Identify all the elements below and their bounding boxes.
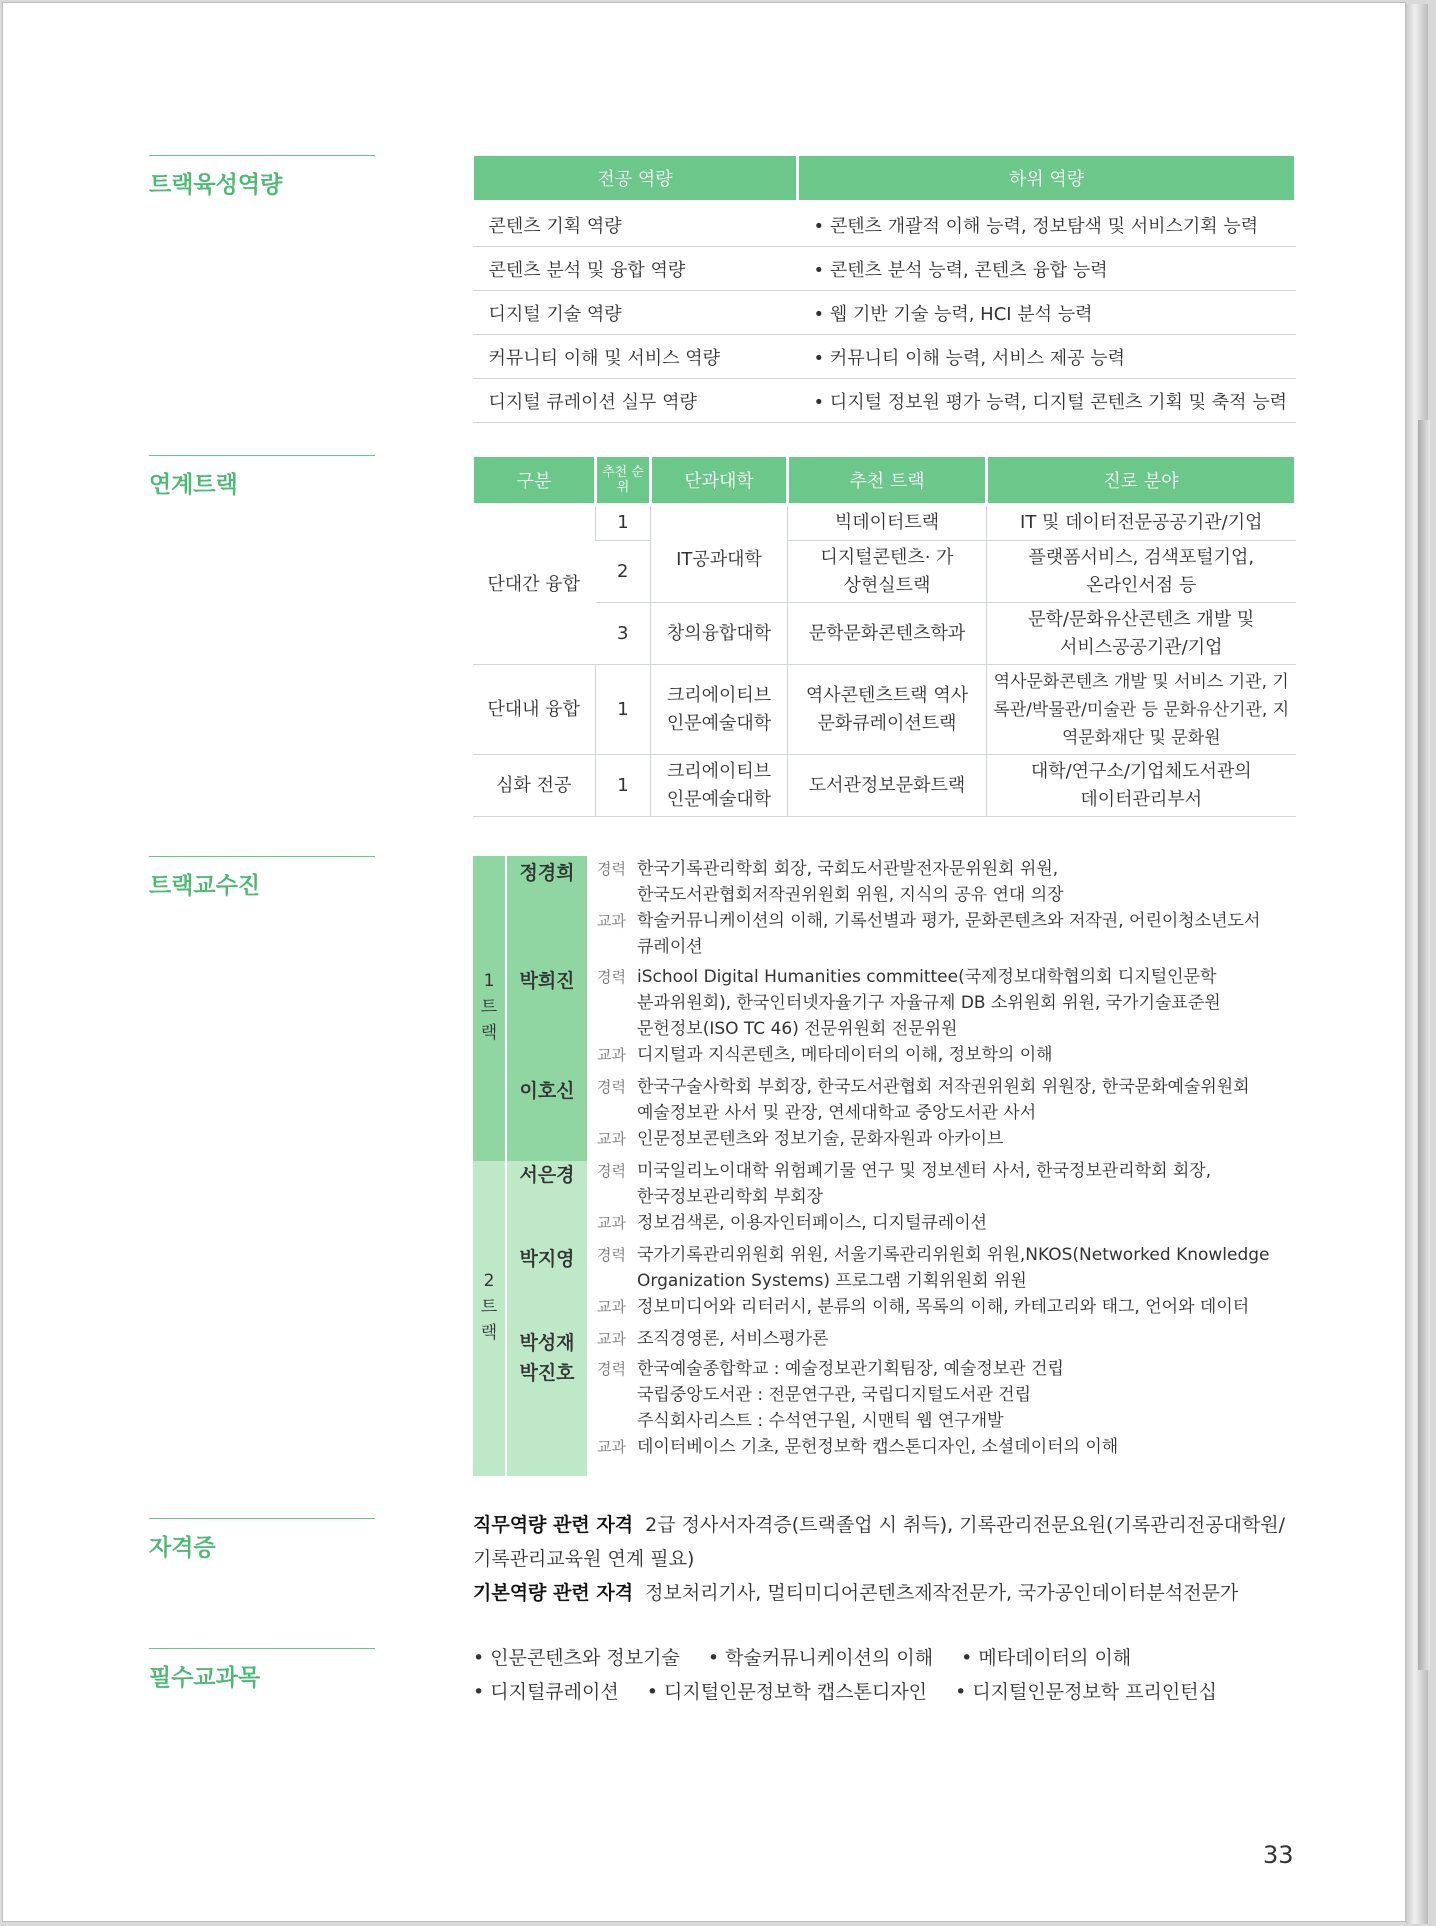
- table-cell: IT공과대학: [651, 505, 788, 603]
- track2-label: 2 트 랙: [480, 1271, 498, 1343]
- course-line: 교과 디지털과 지식콘텐츠, 메타데이터의 이해, 정보학의 이해: [597, 1045, 1053, 1065]
- career-line: Organization Systems) 프로그램 기획위원회 위원: [637, 1271, 1027, 1291]
- table-cell: IT 및 데이터전문공공기관/기업: [987, 505, 1296, 541]
- career-line: 주식회사리스트 : 수석연구원, 시맨틱 웹 연구개발: [637, 1411, 1004, 1431]
- track2-name-band: [507, 1161, 587, 1476]
- list-item: • 디지털큐레이션: [473, 1681, 619, 1703]
- list-item: • 메타데이터의 이해: [961, 1647, 1132, 1669]
- table-cell: • 디지털 정보원 평가 능력, 디지털 콘텐츠 기획 및 축적 능력: [798, 379, 1296, 423]
- table-cell: 커뮤니티 이해 및 서비스 역량: [473, 335, 798, 379]
- table-cell: • 커뮤니티 이해 능력, 서비스 제공 능력: [798, 335, 1296, 379]
- table-cell: 심화 전공: [473, 755, 596, 817]
- table-cell: 크리에이티브 인문예술대학: [651, 755, 788, 817]
- linked-header: 단과대학: [651, 456, 788, 505]
- course-line: 교과 조직경영론, 서비스평가론: [597, 1329, 829, 1349]
- table-row: [473, 603, 1296, 665]
- linked-header: 진로 분야: [987, 456, 1296, 505]
- list-item: • 디지털인문정보학 캡스톤디자인: [646, 1681, 928, 1703]
- competency-header: 전공 역량: [473, 155, 798, 202]
- table-cell: • 콘텐츠 분석 능력, 콘텐츠 융합 능력: [798, 247, 1296, 291]
- page-number: 33: [1263, 1841, 1294, 1869]
- career-line: 경력 iSchool Digital Humanities committee(국제정보대학협의회 디지털인문학: [597, 967, 1217, 987]
- table-cell: 콘텐츠 분석 및 융합 역량: [473, 247, 798, 291]
- section-title-linked: 연계트랙: [149, 455, 375, 499]
- professor-name: 서은경: [519, 1164, 575, 1186]
- section-title-competency: 트랙육성역량: [149, 155, 375, 199]
- career-line: 문헌정보(ISO TC 46) 전문위원회 전문위원: [637, 1019, 958, 1039]
- table-row: [473, 247, 1296, 291]
- required-courses: [473, 1641, 1239, 1709]
- course-line: 교과 정보미디어와 리터러시, 분류의 이해, 목록의 이해, 카테고리와 태그, 언어와 데이터: [597, 1297, 1250, 1317]
- table-cell: 크리에이티브 인문예술대학: [651, 665, 788, 755]
- track1-label: 1 트 랙: [480, 971, 498, 1043]
- professor-name: 박지영: [519, 1248, 575, 1270]
- career-line: 경력 한국기록관리학회 회장, 국회도서관발전자문위원회 위원,: [597, 859, 1059, 879]
- required-row: [473, 1675, 1239, 1709]
- course-line: 교과 정보검색론, 이용자인터페이스, 디지털큐레이션: [597, 1213, 988, 1233]
- table-cell: 플랫폼서비스, 검색포털기업, 온라인서점 등: [987, 541, 1296, 603]
- list-item: • 디지털인문정보학 프리인턴십: [955, 1681, 1217, 1703]
- table-cell: 콘텐츠 기획 역량: [473, 202, 798, 247]
- career-line: 예술정보관 사서 및 관장, 연세대학교 중앙도서관 사서: [637, 1103, 1037, 1123]
- career-line: 경력 미국일리노이대학 위험폐기물 연구 및 정보센터 사서, 한국정보관리학회 회장,: [597, 1161, 1212, 1181]
- page-edge-shadow: [1418, 420, 1430, 1670]
- table-cell: 역사문화콘텐츠 개발 및 서비스 기관, 기록관/박물관/미술관 등 문화유산기관, 지역문화재단 및 문화원: [987, 665, 1296, 755]
- required-row: [473, 1641, 1239, 1675]
- table-row: [473, 505, 1296, 541]
- table-cell: 대학/연구소/기업체도서관의 데이터관리부서: [987, 755, 1296, 817]
- table-cell: 디지털콘텐츠· 가상현실트랙: [788, 541, 987, 603]
- job-cert-line: 직무역량 관련 자격 2급 정사서자격증(트랙졸업 시 취득), 기록관리전문요원(기록관리전공대학원/: [473, 1514, 1286, 1536]
- linked-track-table: [471, 454, 1297, 817]
- competency-header: 하위 역량: [798, 155, 1296, 202]
- table-cell: 빅데이터트랙: [788, 505, 987, 541]
- section-title-faculty: 트랙교수진: [149, 856, 375, 900]
- basic-cert-line: 기본역량 관련 자격 정보처리기사, 멀티미디어콘텐츠제작전문가, 국가공인데이터분석전문가: [473, 1582, 1239, 1604]
- course-line: 교과 데이터베이스 기초, 문헌정보학 캡스톤디자인, 소셜데이터의 이해: [597, 1437, 1119, 1457]
- linked-header: 추천 순위: [596, 456, 651, 505]
- table-cell: 도서관정보문화트랙: [788, 755, 987, 817]
- table-row: [473, 202, 1296, 247]
- document-page: [2, 2, 1406, 1922]
- linked-header: 추천 트랙: [788, 456, 987, 505]
- competency-table: [471, 153, 1297, 423]
- career-line: 경력 한국예술종합학교 : 예술정보관기획팀장, 예술정보관 건립: [597, 1359, 1064, 1379]
- course-line: 교과 학술커뮤니케이션의 이해, 기록선별과 평가, 문화콘텐츠와 저작권, 어린이청소년도서: [597, 911, 1261, 931]
- table-row: [473, 335, 1296, 379]
- table-cell: 문학/문화유산콘텐츠 개발 및 서비스공공기관/기업: [987, 603, 1296, 665]
- table-cell: 1: [596, 665, 651, 755]
- table-row: [473, 541, 1296, 603]
- course-line: 교과 인문정보콘텐츠와 정보기술, 문화자원과 아카이브: [597, 1129, 1004, 1149]
- career-line: 경력 한국구술사학회 부회장, 한국도서관협회 저작권위원회 위원장, 한국문화예술위원회: [597, 1077, 1250, 1097]
- list-item: • 학술커뮤니케이션의 이해: [707, 1647, 934, 1669]
- list-item: • 인문콘텐츠와 정보기술: [473, 1647, 680, 1669]
- career-line: 국립중앙도서관 : 전문연구관, 국립디지털도서관 건립: [637, 1385, 1032, 1405]
- table-cell: 역사콘텐츠트랙 역사문화큐레이션트랙: [788, 665, 987, 755]
- section-title-cert: 자격증: [149, 1518, 375, 1562]
- career-line: 경력 국가기록관리위원회 위원, 서울기록관리위원회 위원,NKOS(Networked Knowledge: [597, 1245, 1270, 1265]
- table-cell: 1: [596, 755, 651, 817]
- section-title-required: 필수교과목: [149, 1648, 375, 1692]
- career-line: 분과위원회), 한국인터넷자율기구 자율규제 DB 소위원회 위원, 국가기술표준원: [637, 993, 1221, 1013]
- table-cell: 단대간 융합: [473, 505, 596, 665]
- job-cert-line-cont: 기록관리교육원 연계 필요): [473, 1548, 695, 1570]
- table-cell: • 웹 기반 기술 능력, HCI 분석 능력: [798, 291, 1296, 335]
- professor-name: 이호신: [519, 1080, 575, 1102]
- table-row: [473, 755, 1296, 817]
- table-cell: 문학문화콘텐츠학과: [788, 603, 987, 665]
- career-line: 한국도서관협회저작권위원회 위원, 지식의 공유 연대 의장: [637, 885, 1064, 905]
- linked-header: 구분: [473, 456, 596, 505]
- table-cell: 1: [596, 505, 651, 541]
- track1-name-band: [507, 856, 587, 1161]
- career-line: 한국정보관리학회 부회장: [637, 1187, 824, 1207]
- table-cell: • 콘텐츠 개괄적 이해 능력, 정보탐색 및 서비스기획 능력: [798, 202, 1296, 247]
- table-cell: 2: [596, 541, 651, 603]
- course-line: 큐레이션: [637, 937, 703, 957]
- table-cell: 단대내 융합: [473, 665, 596, 755]
- table-row: [473, 665, 1296, 755]
- certificates-block: [473, 1508, 1285, 1610]
- professor-name: 정경희: [519, 862, 575, 884]
- table-cell: 디지털 기술 역량: [473, 291, 798, 335]
- table-cell: 디지털 큐레이션 실무 역량: [473, 379, 798, 423]
- professor-name: 박희진: [519, 970, 575, 992]
- table-row: [473, 291, 1296, 335]
- professor-name: 박진호: [519, 1362, 575, 1384]
- table-cell: 3: [596, 603, 651, 665]
- professor-name: 박성재: [519, 1332, 575, 1354]
- table-cell: 창의융합대학: [651, 603, 788, 665]
- table-row: [473, 379, 1296, 423]
